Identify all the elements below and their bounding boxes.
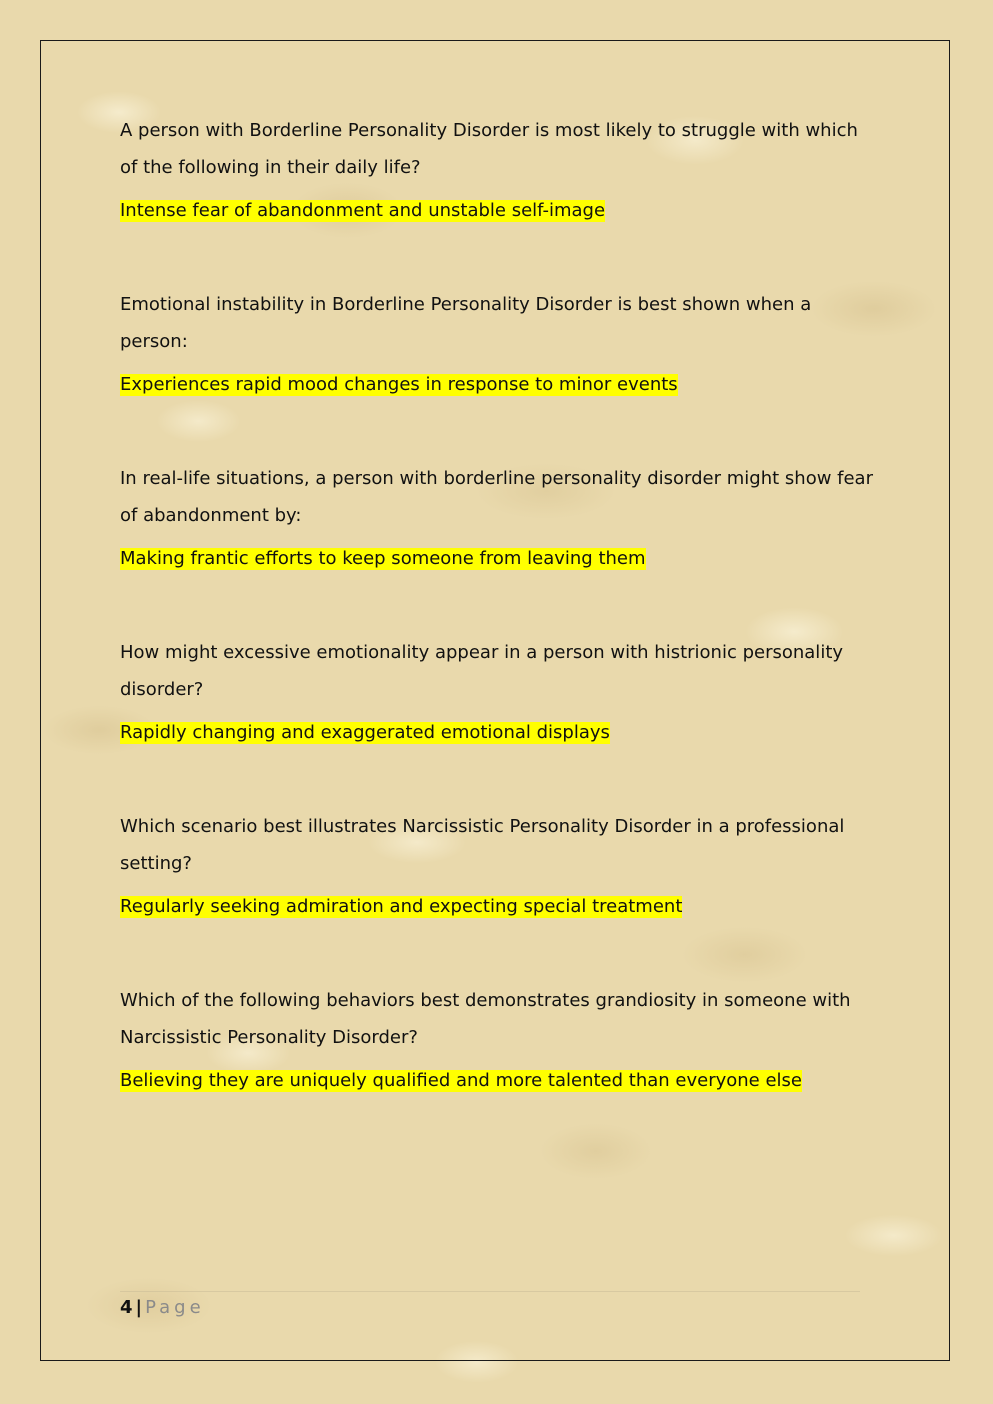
highlighted-answer: Experiences rapid mood changes in response to minor events <box>120 374 678 395</box>
question-text: In real-life situations, a person with borderline personality disorder might show fear of abandonment by: <box>120 468 873 526</box>
qa-item-4 <box>120 635 880 745</box>
question-text: Which scenario best illustrates Narcissistic Personality Disorder in a professional setting? <box>120 816 845 874</box>
question-text: How might excessive emotionality appear in a person with histrionic personality disorder? <box>120 642 844 700</box>
question-text: A person with Borderline Personality Disorder is most likely to struggle with which of the following in their daily life? <box>120 120 858 178</box>
highlighted-answer: Regularly seeking admiration and expecting special treatment <box>120 896 683 917</box>
page-label: Page <box>145 1297 205 1318</box>
document-body <box>120 113 880 1157</box>
qa-item-6 <box>120 983 880 1093</box>
highlighted-answer: Making frantic efforts to keep someone from leaving them <box>120 548 646 569</box>
qa-item-3 <box>120 461 880 571</box>
page-footer <box>120 1296 205 1320</box>
question-text: Which of the following behaviors best demonstrates grandiosity in someone with Narcissistic Personality Disorder? <box>120 990 851 1048</box>
page-number: 4 <box>120 1297 133 1318</box>
footer-separator: | <box>135 1297 143 1318</box>
footer-divider <box>120 1291 860 1292</box>
qa-item-1 <box>120 113 880 223</box>
highlighted-answer: Intense fear of abandonment and unstable self-image <box>120 200 606 221</box>
qa-item-2 <box>120 287 880 397</box>
highlighted-answer: Believing they are uniquely qualified and more talented than everyone else <box>120 1070 802 1091</box>
question-text: Emotional instability in Borderline Personality Disorder is best shown when a person: <box>120 294 812 352</box>
highlighted-answer: Rapidly changing and exaggerated emotional displays <box>120 722 610 743</box>
qa-item-5 <box>120 809 880 919</box>
